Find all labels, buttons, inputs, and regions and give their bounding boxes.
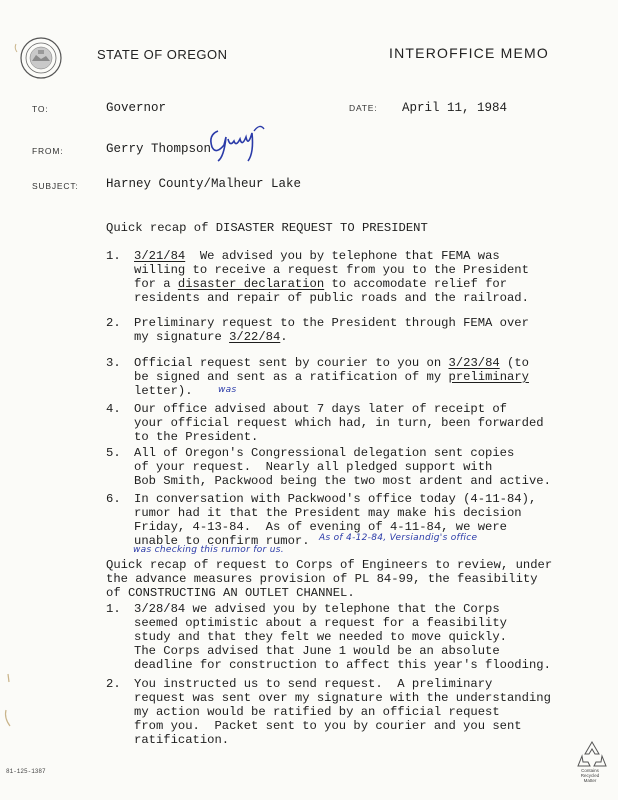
item-text: All of Oregon's Congressional delegation sent copies of your request. Nearly all pledged support with Bob Smith, Packwood being the two most ardent and active. [134, 446, 551, 488]
agency-name: STATE OF OREGON [97, 47, 228, 62]
subject-label: SUBJECT: [32, 181, 79, 191]
memo-page: STATE OF OREGON INTEROFFICE MEMO TO: Governor DATE: April 11, 1984 FROM: Gerry Thompson SUBJECT: Harney County/Malheur Lake Quick recap of DISASTER REQUEST TO PRESIDENT 1. 3/21/84 We advised you by telephone that FEMA was willing to receive a request from you to the President for a disaster declaration to accomodate relief for residents and repair of public roads and the railroad. 2. Preliminary request to the President through FEMA over my signature 3/22/84. 3. Official request sent by courier to you on 3/23/84 (to be signed and sent as a ratification of my preliminary letter). 4. Our office advised about 7 days later of receipt of your official request which had, in turn, been forwarded to the President. was 5. All of Oregon's Congressional delegation sent copies of your request. Nearly all pledged support with Bob Smith, Packwood being the two most ardent and active. 6. In conversation with Packwood's office today (4-11-84), rumor had it that the President may make his decision Friday, 4-13-84. As of evening of 4-11-84, we were unable to confirm rumor. As of 4-12-84, Versiandig's office was checking this rumor for us. Quick recap of request to Corps of Engineers to review, under the advance measures provision of PL 84-99, the feasibility of CONSTRUCTING AN OUTLET CHANNEL. 1. 3/28/84 we advised you by telephone that the Corps seemed optimistic about a request for a feasibility study and that they felt we needed to move quickly. The Corps advised that June 1 would be an absolute deadline for construction to affect this year's flooding. 2. You instructed us to send request. A preliminary request was sent over my signature with the understanding my action would be ratified by an official request from you. Packet sent to you by courier and you sent ratification. 81-125-1387 Contains Recycled Matter [0, 0, 618, 800]
handwritten-note-line2: was checking this rumor for us. [133, 545, 284, 555]
to-label: TO: [32, 104, 49, 114]
from-label: FROM: [32, 146, 64, 156]
margin-mark-icon [2, 670, 16, 730]
item-text: Our office advised about 7 days later of receipt of your official request which had, in turn, been forwarded to the President. [134, 402, 544, 444]
date-value: April 11, 1984 [402, 101, 508, 115]
item-text: 3/28/84 we advised you by telephone that the Corps seemed optimistic about a request for a feasibility study and that they felt we needed to move quickly. The Corps advised that June 1 would be an absolute deadline for construction to affect this year's flooding. [134, 602, 551, 672]
item-text: Official request sent by courier to you on 3/23/84 (to be signed and sent as a ratification of my preliminary letter). [134, 356, 529, 398]
to-value: Governor [106, 101, 167, 115]
handwritten-initials [204, 117, 272, 163]
subject-value: Harney County/Malheur Lake [106, 177, 302, 191]
section1-heading: Quick recap of DISASTER REQUEST TO PRESIDENT [106, 221, 428, 235]
document-type: INTEROFFICE MEMO [389, 45, 549, 61]
section2-heading: Quick recap of request to Corps of Engineers to review, under the advance measures provision of PL 84-99, the feasibility of CONSTRUCTING AN OUTLET CHANNEL. [106, 558, 553, 600]
handwritten-note-line1: As of 4-12-84, Versiandig's office [319, 533, 478, 543]
item-text: In conversation with Packwood's office today (4-11-84), rumor had it that the President may make his decision Friday, 4-13-84. As of evening of 4-11-84, we were unable to confirm rumor. [134, 492, 537, 548]
item-text: You instructed us to send request. A preliminary request was sent over my signature with the understanding my action would be ratified by an official request from you. Packet sent to you by courier and you sent ratification. [134, 677, 551, 747]
recycle-label: Contains Recycled Matter [580, 768, 600, 783]
from-value: Gerry Thompson [106, 142, 212, 156]
state-seal-icon [12, 36, 70, 80]
item-text: Preliminary request to the President through FEMA over my signature 3/22/84. [134, 316, 529, 344]
date-label: DATE: [349, 103, 378, 113]
handwritten-insert: was [218, 385, 237, 395]
item-text: 3/21/84 We advised you by telephone that FEMA was willing to receive a request from you to the President for a disaster declaration to accomodate relief for residents and repair of public roads and the railroad. [134, 249, 529, 305]
form-number: 81-125-1387 [6, 768, 46, 775]
